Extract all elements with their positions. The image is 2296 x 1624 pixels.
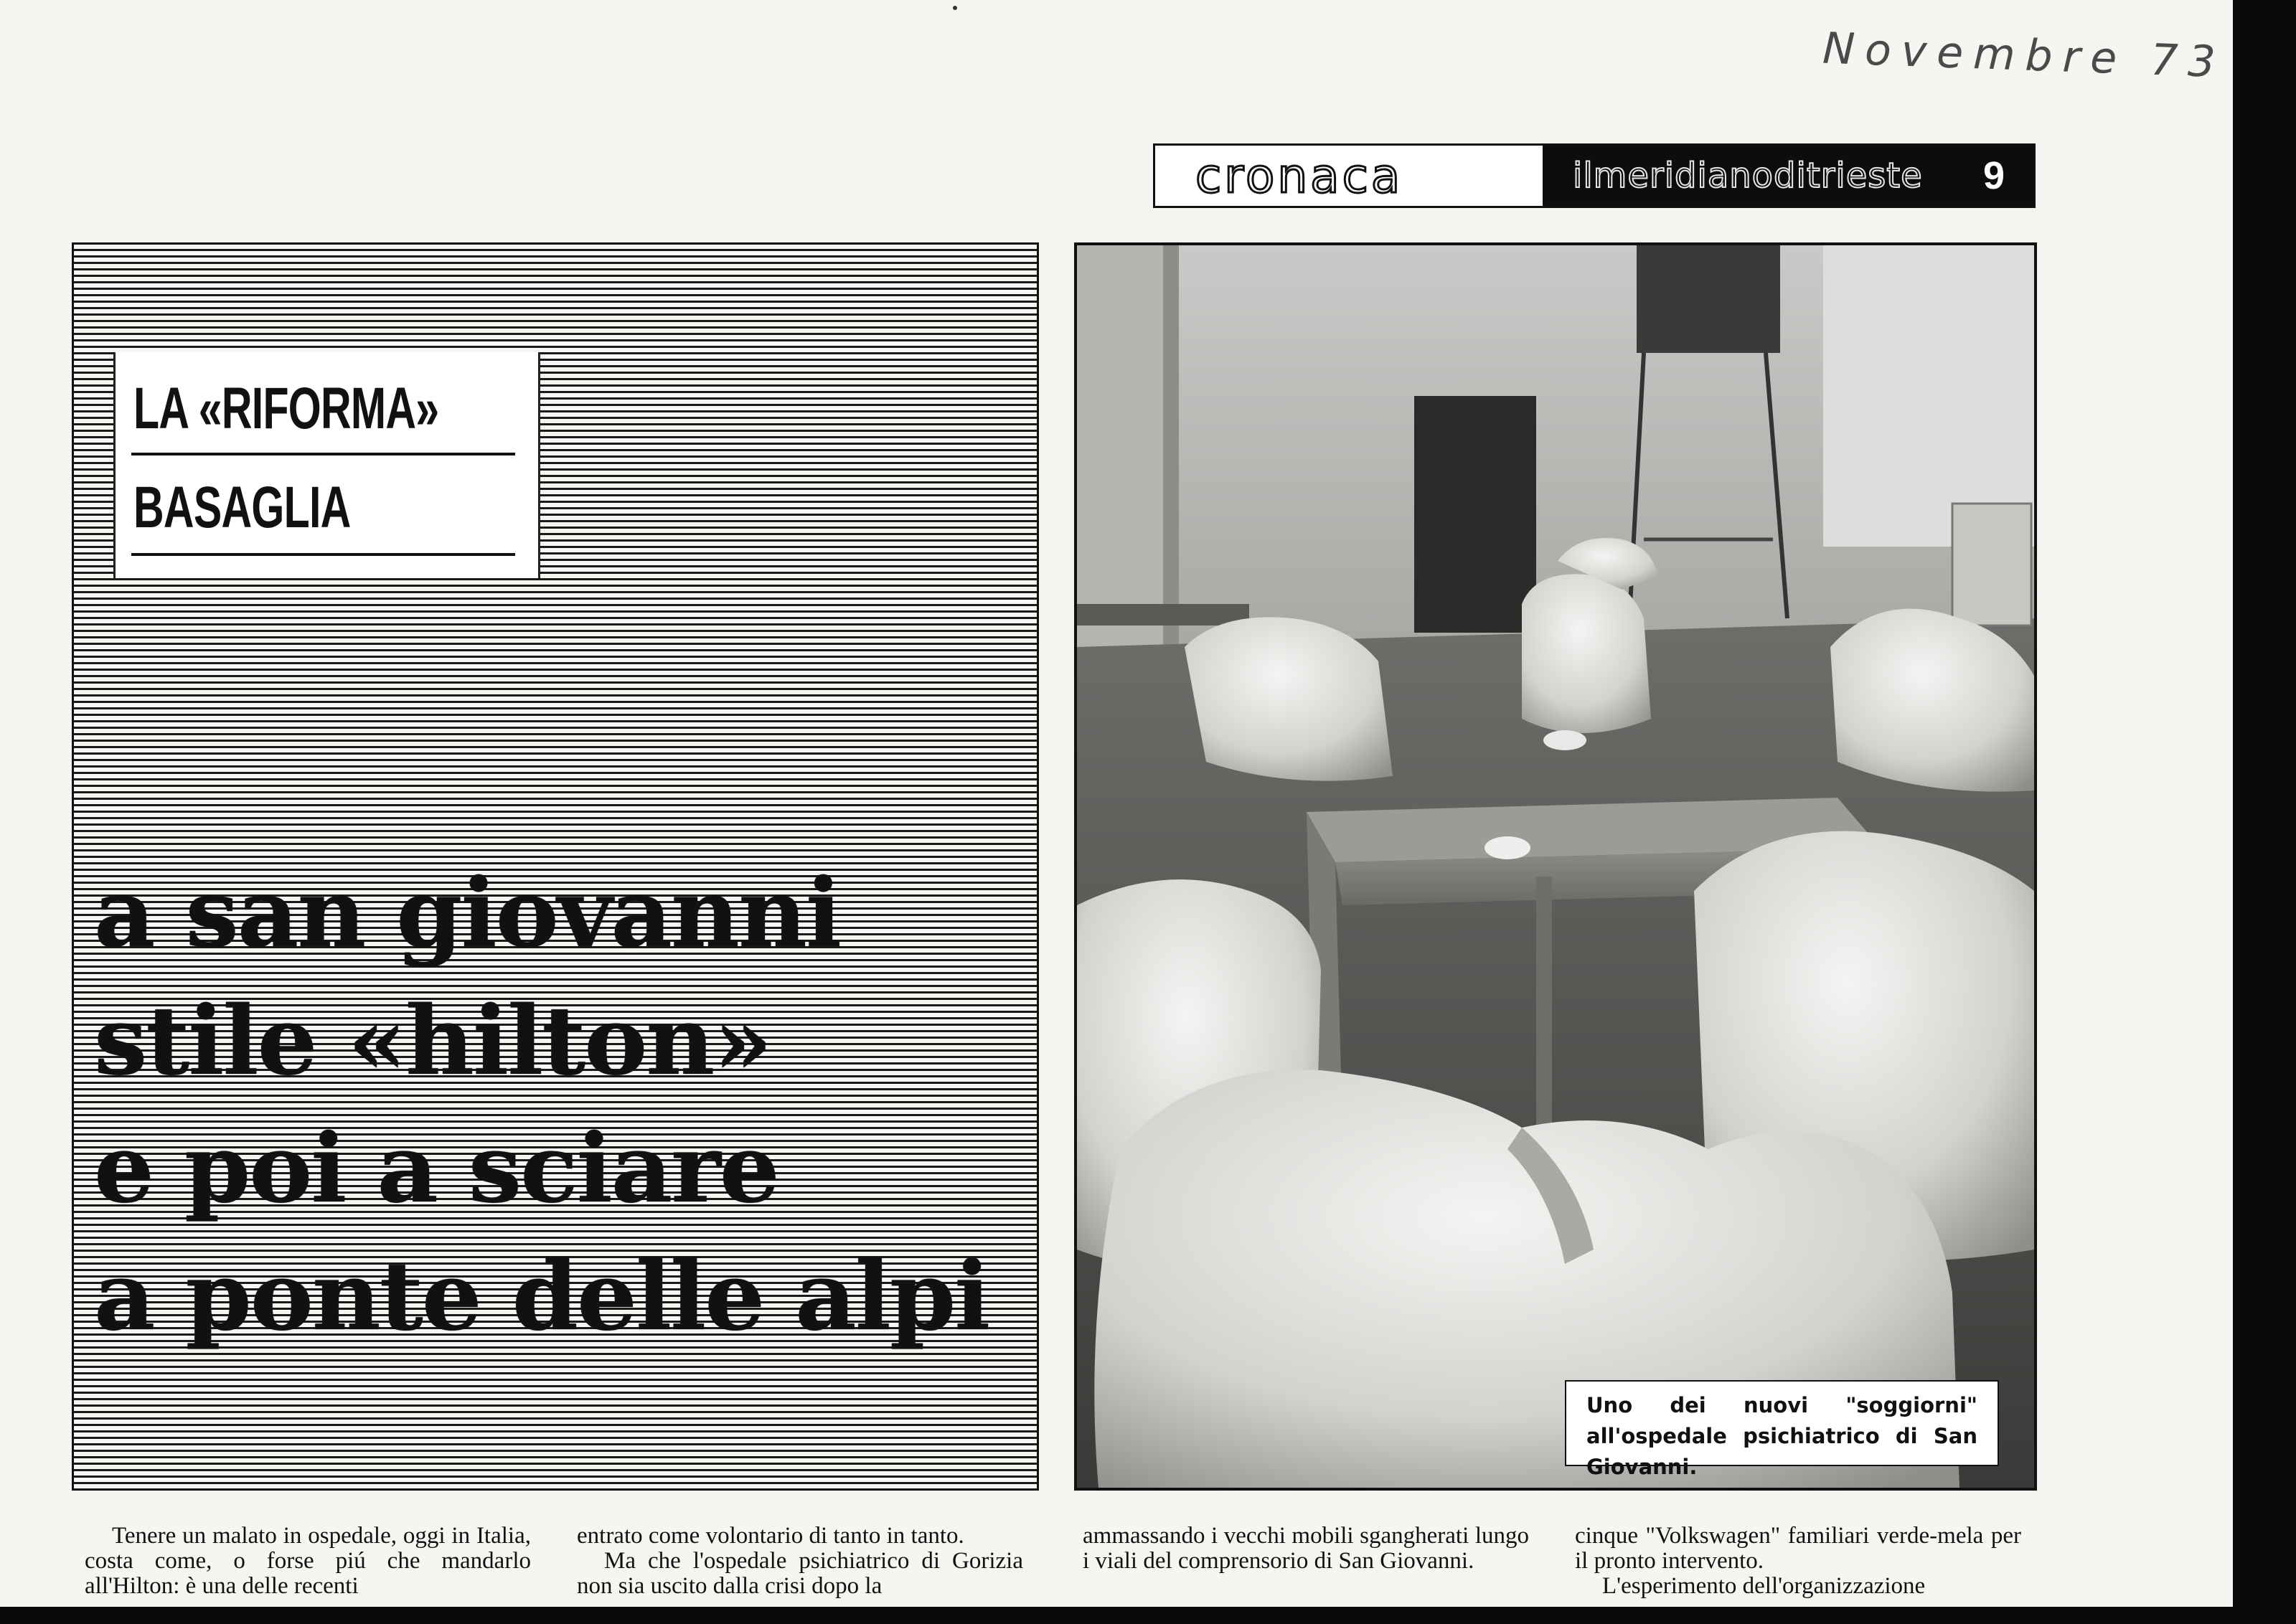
masthead-bar: [1543, 146, 2033, 206]
article-column: [577, 1524, 1023, 1607]
section-name: cronaca: [1195, 148, 1403, 204]
headline-panel: [72, 242, 1039, 1491]
scan-speck: [953, 6, 957, 10]
article-paragraph: entrato come volontario di tanto in tanto.: [577, 1524, 964, 1549]
kicker-line: LA «RIFORMA»: [133, 376, 439, 441]
page-number: 9: [1982, 154, 2005, 197]
headline-line: a ponte delle alpi: [94, 1241, 989, 1352]
handwritten-date-annotation: Novembre 73: [1822, 23, 2226, 88]
headline-line: e poi a sciare: [94, 1113, 778, 1224]
kicker-rule: [131, 453, 515, 455]
lounge-photo-image: [1077, 245, 2034, 1488]
newspaper-name: ilmeridianoditrieste: [1573, 156, 1923, 196]
article-paragraph: Tenere un malato in ospedale, oggi in Italia, costa come, o forse piú che mandarlo all'Hilton: è una delle recenti: [85, 1524, 531, 1599]
masthead: [1153, 143, 2036, 208]
article-column: [1083, 1524, 1529, 1607]
main-headline: [94, 850, 1027, 1361]
photo-caption: Uno dei nuovi "soggiorni" all'ospedale psichiatrico di San Giovanni.: [1565, 1380, 1999, 1466]
article-paragraph: ammassando i vecchi mobili sgangherati lungo i viali del comprensorio di San Giovanni.: [1083, 1524, 1529, 1574]
kicker-rule: [131, 553, 515, 556]
scan-border-right: [2233, 0, 2296, 1624]
article-column: [85, 1524, 531, 1607]
headline-line: stile «hilton»: [94, 986, 771, 1097]
article-paragraph: L'esperimento dell'organizzazione: [1602, 1573, 1926, 1599]
article-column: [1575, 1524, 2021, 1607]
article-paragraph: cinque "Volkswagen" familiari verde-mela per il pronto intervento.: [1575, 1524, 2021, 1574]
scan-border-bottom: [0, 1607, 2296, 1624]
article-paragraph: Ma che l'ospedale psichiatrico di Gorizia non sia uscito dalla crisi dopo la: [577, 1548, 1023, 1599]
headline-line: a san giovanni: [94, 858, 841, 969]
kicker-box: [113, 352, 540, 578]
lounge-photo: [1074, 242, 2037, 1491]
kicker-line: BASAGLIA: [133, 475, 351, 540]
